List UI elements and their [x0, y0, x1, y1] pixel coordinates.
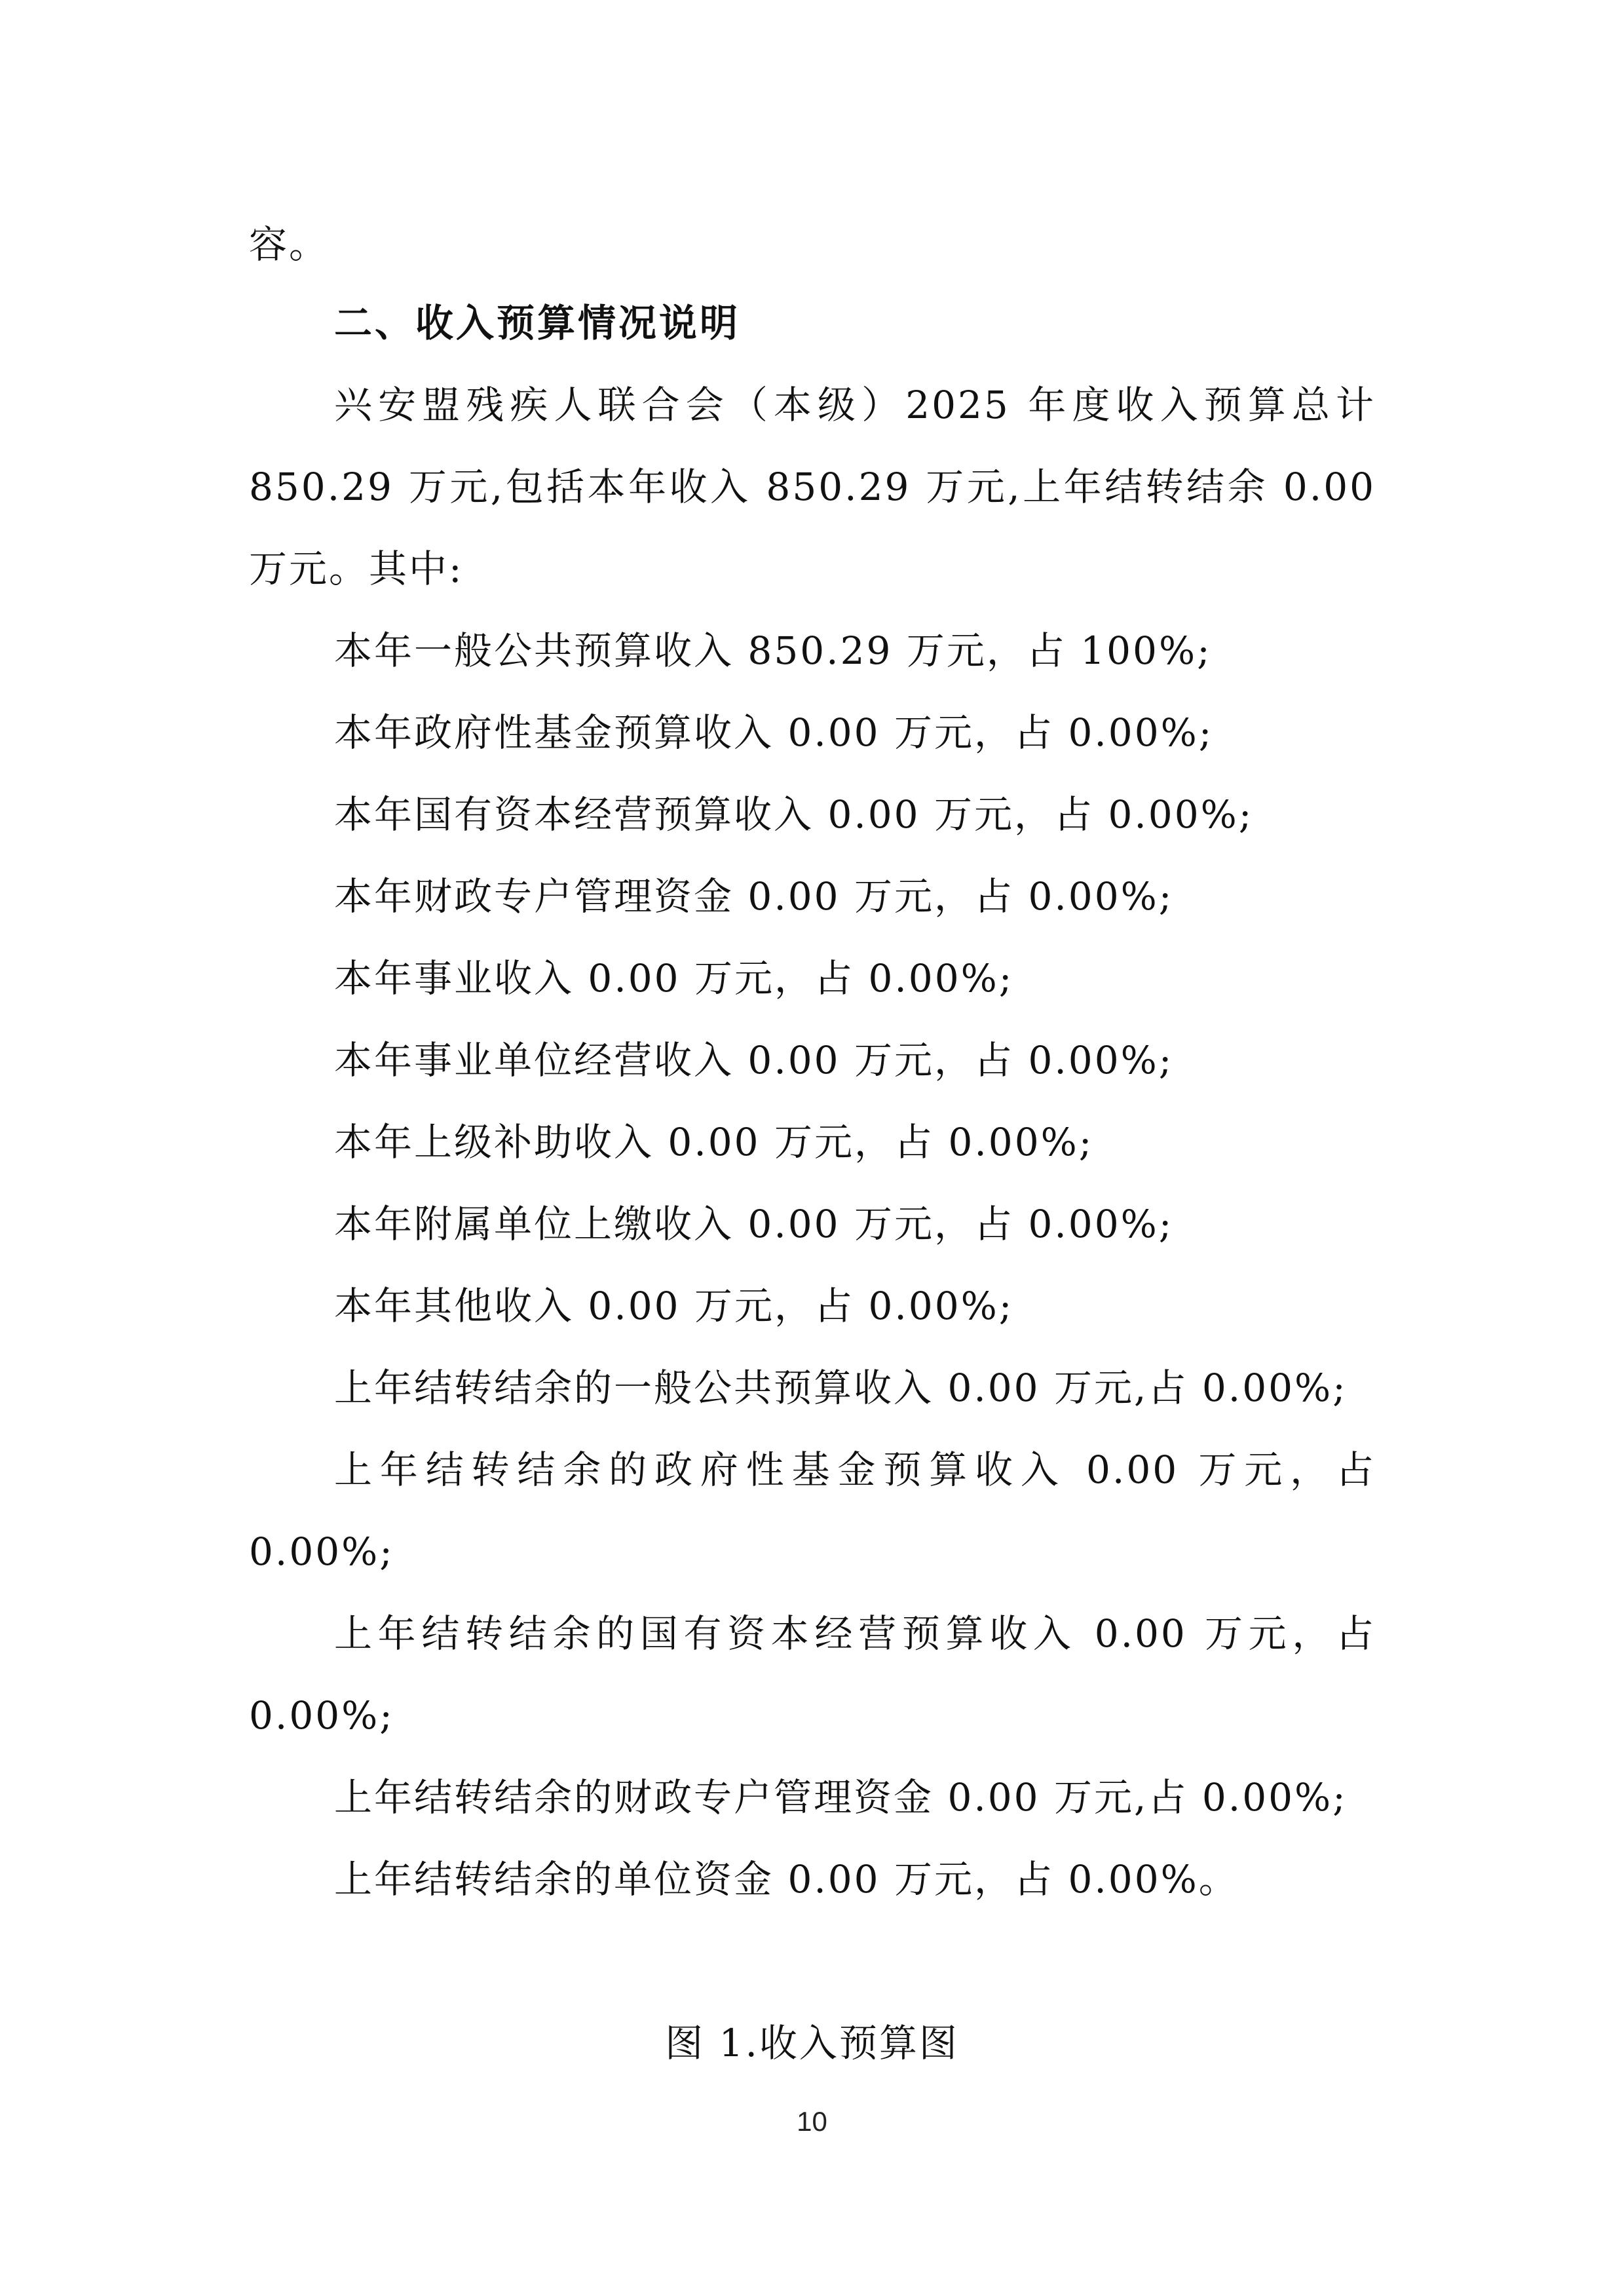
- list-item: 本年国有资本经营预算收入 0.00 万元，占 0.00%;: [334, 792, 1254, 837]
- list-item: 上年结转结余的国有资本经营预算收入 0.00 万元，占: [334, 1611, 1376, 1656]
- section-heading: 二、收入预算情况说明: [334, 301, 741, 345]
- list-item: 上年结转结余的财政专户管理资金 0.00 万元,占 0.00%;: [334, 1775, 1348, 1820]
- paragraph-line: 容。: [249, 222, 330, 267]
- list-item: 上年结转结余的政府性基金预算收入 0.00 万元，占: [334, 1447, 1376, 1492]
- list-item: 本年一般公共预算收入 850.29 万元，占 100%;: [334, 628, 1212, 673]
- list-item: 本年事业收入 0.00 万元，占 0.00%;: [334, 956, 1014, 1001]
- paragraph-line: 兴安盟残疾人联合会（本级）2025 年度收入预算总计: [334, 383, 1376, 427]
- list-item: 本年政府性基金预算收入 0.00 万元，占 0.00%;: [334, 710, 1214, 755]
- paragraph-line: 万元。其中:: [249, 546, 464, 591]
- page-number: 10: [797, 2106, 827, 2137]
- list-item-continuation: 0.00%;: [249, 1529, 394, 1574]
- list-item: 上年结转结余的一般公共预算收入 0.00 万元,占 0.00%;: [334, 1366, 1348, 1410]
- list-item: 本年其他收入 0.00 万元，占 0.00%;: [334, 1284, 1014, 1328]
- list-item: 上年结转结余的单位资金 0.00 万元，占 0.00%。: [334, 1857, 1239, 1902]
- list-item: 本年附属单位上缴收入 0.00 万元，占 0.00%;: [334, 1202, 1174, 1246]
- figure-caption: 图 1.收入预算图: [665, 2021, 959, 2065]
- list-item: 本年事业单位经营收入 0.00 万元，占 0.00%;: [334, 1038, 1174, 1082]
- paragraph-line: 850.29 万元,包括本年收入 850.29 万元,上年结转结余 0.00: [249, 465, 1376, 509]
- list-item: 本年财政专户管理资金 0.00 万元，占 0.00%;: [334, 874, 1174, 919]
- list-item: 本年上级补助收入 0.00 万元，占 0.00%;: [334, 1120, 1094, 1164]
- list-item-continuation: 0.00%;: [249, 1693, 394, 1738]
